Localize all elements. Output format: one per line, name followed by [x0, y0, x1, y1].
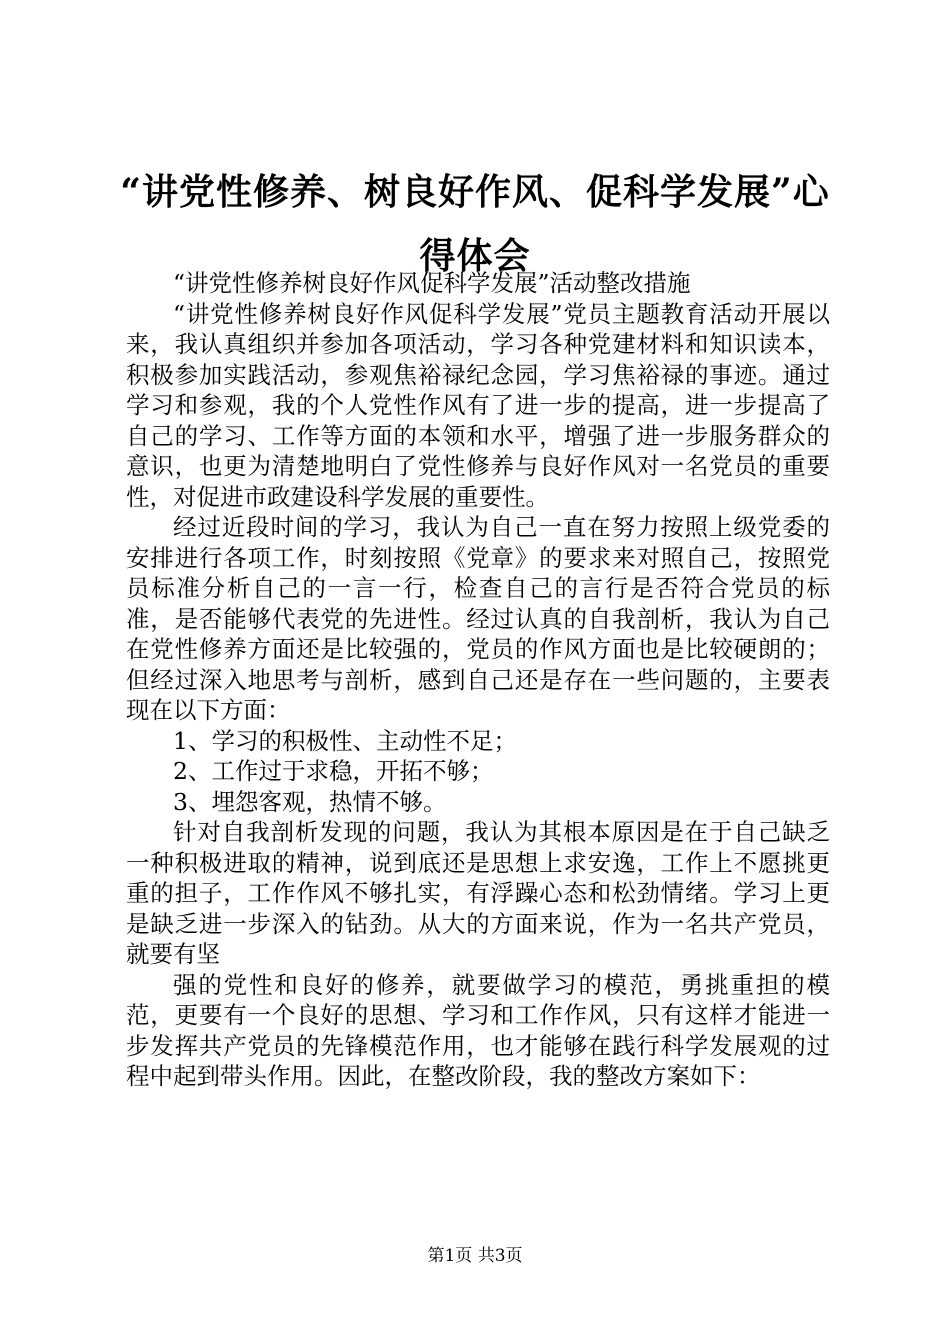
document-title: “讲党性修养、树良好作风、促科学发展”心得体会 — [120, 171, 830, 277]
paragraph-self-analysis: 经过近段时间的学习，我认为自己一直在努力按照上级党委的安排进行各项工作，时刻按照《党章》的要求来对照自己，按照党员标准分析自己的一言一行，检查自己的言行是否符合党员的标准，是否能够代表党的先进性。经过认真的自我剖析，我认为自己在党性修养方面还是比较强的，党员的作风方面也是比较硬朗的；但经过深入地思考与剖析，感到自己还是存在一些问题的，主要表现在以下方面： — [126, 513, 830, 724]
paragraph-plan: 强的党性和良好的修养，就要做学习的模范，勇挑重担的模范，更要有一个良好的思想、学习和工作作风，只有这样才能进一步发挥共产党员的先锋模范作用，也才能够在践行科学发展观的过程中起到带头作用。因此，在整改阶段，我的整改方案如下： — [126, 970, 830, 1090]
document-body — [126, 268, 830, 1092]
paragraph-intro: “讲党性修养树良好作风促科学发展”党员主题教育活动开展以来，我认真组织并参加各项活动，学习各种党建材料和知识读本，积极参加实践活动，参观焦裕禄纪念园，学习焦裕禄的事迹。通过学习和参观，我的个人党性作风有了进一步的提高，进一步提高了自己的学习、工作等方面的本领和水平，增强了进一步服务群众的意识，也更为清楚地明白了党性修养与良好作风对一名党员的重要性，对促进市政建设科学发展的重要性。 — [126, 299, 830, 511]
list-item-1: 1、学习的积极性、主动性不足； — [173, 726, 517, 755]
list-item-3: 3、埋怨客观，热情不够。 — [173, 787, 447, 816]
paragraph-heading: “讲党性修养树良好作风促科学发展”活动整改措施 — [173, 269, 691, 297]
paragraph-root-cause: 针对自我剖析发现的问题，我认为其根本原因是在于自己缺乏一种积极进取的精神，说到底还是思想上求安逸，工作上不愿挑更重的担子，工作作风不够扎实，有浮躁心态和松劲情绪。学习上更是缺乏进一步深入的钻劲。从大的方面来说，作为一名共产党员，就要有坚 — [126, 818, 830, 968]
list-item-2: 2、工作过于求稳，开拓不够； — [173, 757, 494, 785]
page-number: 第1页 共3页 — [427, 1246, 523, 1266]
